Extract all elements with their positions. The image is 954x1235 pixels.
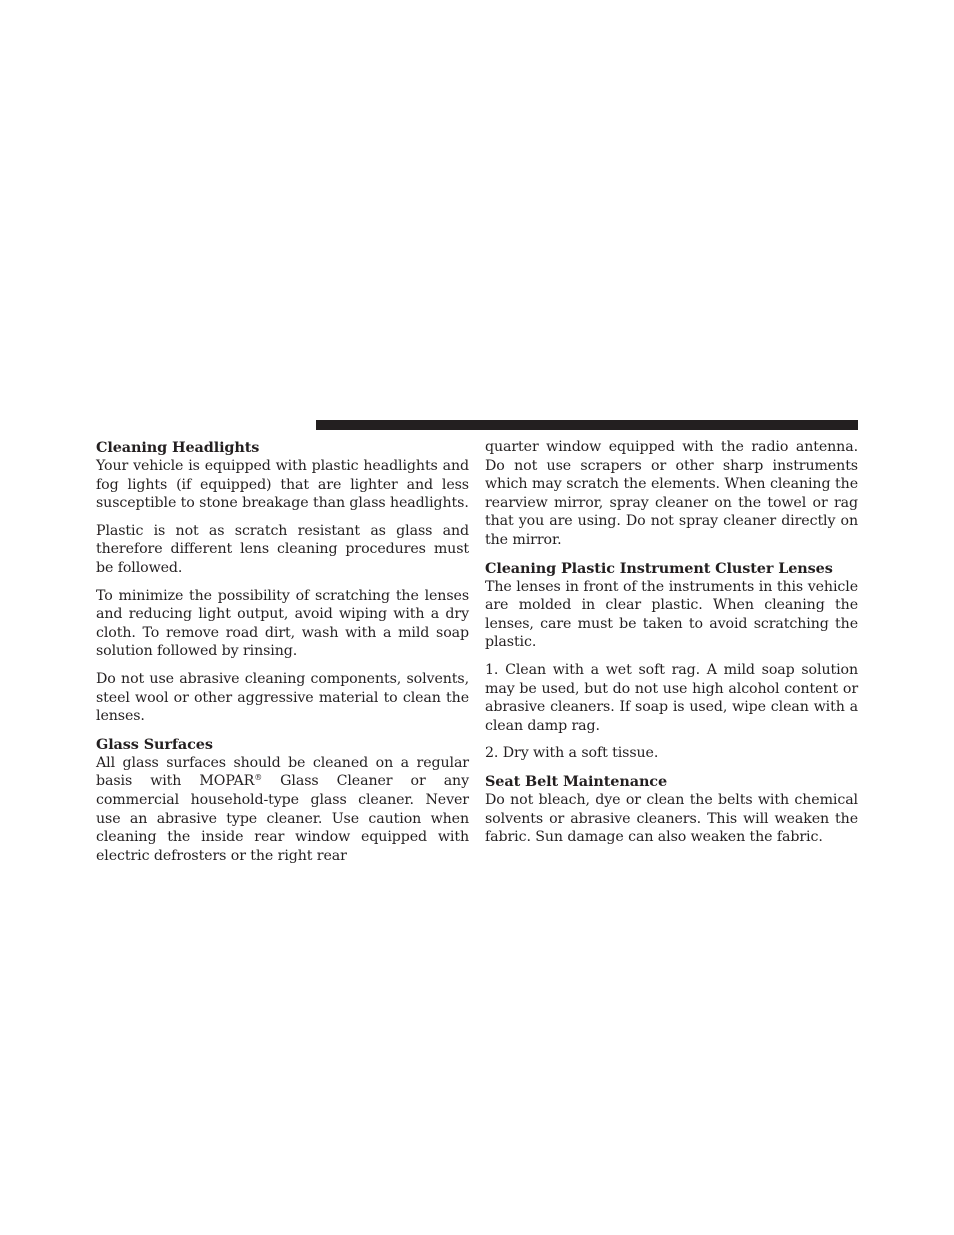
headlights-paragraph-4: Do not use abrasive cleaning components, solvents, steel wool or other aggressive material to clean the lenses. — [96, 670, 469, 725]
heading-glass-surfaces: Glass Surfaces — [96, 735, 213, 753]
heading-cleaning-headlights: Cleaning Headlights — [96, 439, 260, 456]
headlights-paragraph-2: Plastic is not as scratch resistant as glass and therefore different lens cleaning procedures must be followed. — [96, 522, 469, 576]
cluster-step-1: 1. Clean with a wet soft rag. A mild soap solution may be used, but do not use high alcohol content or abrasive cleaners. If soap is used, wipe clean with a clean damp rag. — [485, 661, 858, 734]
left-column — [96, 438, 469, 874]
heading-cleaning-cluster-lenses: Cleaning Plastic Instrument Cluster Lenses — [485, 559, 833, 577]
seatbelt-paragraph-1: Do not bleach, dye or clean the belts with chemical solvents or abrasive cleaners. This will weaken the fabric. Sun damage can also weaken the fabric. — [485, 791, 858, 846]
cluster-paragraph-1: The lenses in front of the instruments in this vehicle are molded in clear plastic. When cleaning the lenses, care must be taken to avoid scratching the plastic. — [485, 578, 858, 651]
cluster-step-2: 2. Dry with a soft tissue. — [485, 745, 659, 762]
glass-text-part-1: All glass surfaces should be cleaned on a regular basis with MOPAR — [96, 754, 469, 790]
glass-text-part-2: Glass Cleaner or any commercial household-type glass cleaner. Never use an abrasive type cleaner. Use caution when cleaning the inside rear window equipped with electric defrosters or the right rear — [96, 773, 469, 864]
headlights-paragraph-1: Your vehicle is equipped with plastic headlights and fog lights (if equipped) that are lighter and less susceptible to stone breakage than glass headlights. — [96, 458, 469, 512]
registered-mark: ® — [254, 773, 263, 783]
header-rule — [316, 420, 858, 430]
headlights-paragraph-3: To minimize the possibility of scratching the lenses and reducing light output, avoid wiping with a dry cloth. To remove road dirt, wash with a mild soap solution followed by rinsing. — [96, 587, 469, 660]
glass-paragraph-continued: quarter window equipped with the radio antenna. Do not use scrapers or other sharp instruments which may scratch the elements. When cleaning the rearview mirror, spray cleaner on the towel or rag that you are using. Do not spray cleaner directly on the mirror. — [485, 439, 858, 548]
glass-paragraph-1 — [96, 754, 469, 866]
heading-seat-belt-maintenance: Seat Belt Maintenance — [485, 772, 668, 790]
right-column — [485, 438, 858, 856]
